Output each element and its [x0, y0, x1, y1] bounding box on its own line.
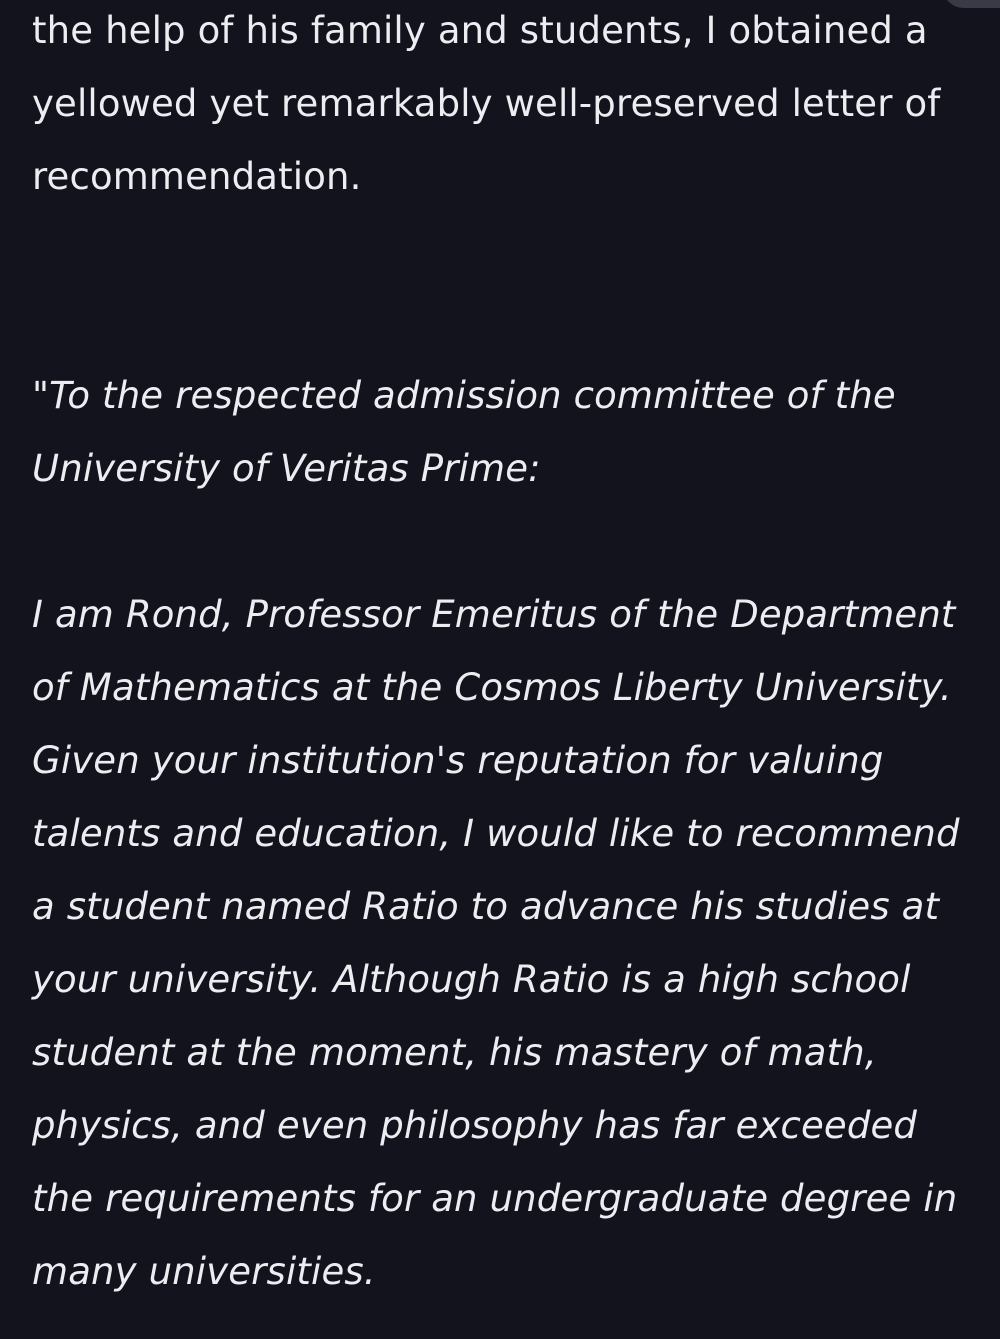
text-line: University of Veritas Prime:: [32, 447, 541, 490]
text-line: many universities.: [32, 1250, 376, 1293]
text-line: a student named Ratio to advance his studies at: [32, 885, 940, 928]
text-line: physics, and even philosophy has far exceeded: [32, 1104, 918, 1147]
text-line: the requirements for an undergraduate degree in: [32, 1177, 958, 1220]
text-line: the help of his family and students, I obtained a: [32, 9, 928, 52]
text-line: I am Rond, Professor Emeritus of the Department: [32, 593, 956, 636]
text-line: Given your institution's reputation for valuing: [32, 739, 884, 782]
text-line: your university. Although Ratio is a high school: [32, 958, 911, 1001]
scrollbar-thumb[interactable]: [942, 0, 1000, 8]
text-line: yellowed yet remarkably well-preserved letter of: [32, 82, 941, 125]
text-line: student at the moment, his mastery of math,: [32, 1031, 877, 1074]
text-line: talents and education, I would like to recommend: [32, 812, 960, 855]
text-line: of Mathematics at the Cosmos Liberty University.: [32, 666, 952, 709]
text-line: "To the respected admission committee of the: [32, 374, 896, 417]
text-line: recommendation.: [32, 155, 362, 198]
